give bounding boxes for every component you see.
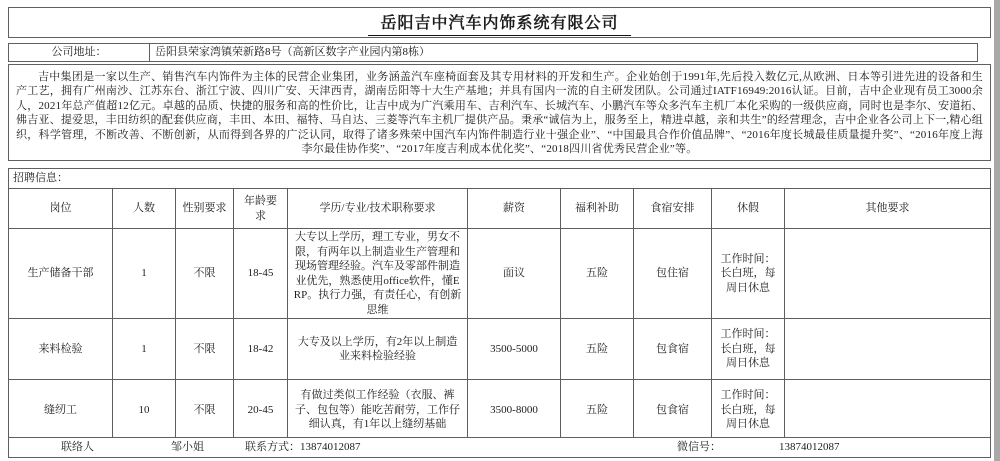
column-header-gender: 性别要求 xyxy=(176,189,234,229)
cell-other xyxy=(785,319,991,380)
cell-board: 包住宿 xyxy=(634,229,712,319)
cell-gender: 不限 xyxy=(176,229,234,319)
contact-phone xyxy=(245,438,361,457)
table-header-row xyxy=(9,189,991,229)
cell-board: 包食宿 xyxy=(634,319,712,380)
contact-row xyxy=(8,437,991,458)
page-edge-strip xyxy=(994,0,1000,461)
cell-position: 生产储备干部 xyxy=(9,229,113,319)
cell-age: 18-42 xyxy=(234,319,288,380)
cell-position: 缝纫工 xyxy=(9,380,113,441)
table-row xyxy=(9,380,991,441)
contact-phone-value: 13874012087 xyxy=(300,441,361,453)
company-address-label: 公司地址： xyxy=(9,44,150,61)
cell-board: 包食宿 xyxy=(634,380,712,441)
company-address-value: 岳阳县荣家湾镇荣新路8号（高新区数字产业园内第8栋） xyxy=(155,46,430,58)
cell-position: 来料检验 xyxy=(9,319,113,380)
contact-label: 联络人 xyxy=(61,441,94,453)
cell-other xyxy=(785,229,991,319)
recruit-section-label: 招聘信息： xyxy=(8,168,991,189)
column-header-position: 岗位 xyxy=(9,189,113,229)
contact-wechat-label: 微信号： xyxy=(677,441,721,453)
column-header-board: 食宿安排 xyxy=(634,189,712,229)
cell-welfare: 五险 xyxy=(561,380,634,441)
cell-gender: 不限 xyxy=(176,380,234,441)
job-table xyxy=(8,188,991,441)
cell-holiday: 工作时间：长白班，每周日休息 xyxy=(712,229,785,319)
column-header-education: 学历/专业/技术职称要求 xyxy=(288,189,468,229)
column-header-welfare: 福利补助 xyxy=(561,189,634,229)
cell-holiday: 工作时间：长白班，每周日休息 xyxy=(712,319,785,380)
cell-education: 大专以上学历，理工专业，男女不限，有两年以上制造业生产管理和现场管理经验。汽车及零部件制造业优先，熟悉使用office软件，懂ERP。执行力强，有责任心，有创新思维 xyxy=(288,229,468,319)
table-row xyxy=(9,229,991,319)
cell-count: 1 xyxy=(113,229,176,319)
contact-phone-label: 联系方式： xyxy=(245,441,300,453)
column-header-other: 其他要求 xyxy=(785,189,991,229)
column-header-age: 年龄要求 xyxy=(234,189,288,229)
cell-salary: 3500-5000 xyxy=(468,319,561,380)
contact-wechat-value: 13874012087 xyxy=(779,441,840,453)
column-header-salary: 薪资 xyxy=(468,189,561,229)
cell-holiday: 工作时间：长白班，每周日休息 xyxy=(712,380,785,441)
company-address-row xyxy=(8,43,978,62)
cell-education: 大专及以上学历，有2年以上制造业来料检验经验 xyxy=(288,319,468,380)
contact-name: 邹小姐 xyxy=(171,441,204,453)
title-row xyxy=(8,7,991,38)
column-header-count: 人数 xyxy=(113,189,176,229)
column-header-holiday: 休假 xyxy=(712,189,785,229)
cell-welfare: 五险 xyxy=(561,229,634,319)
cell-education: 有做过类似工作经验（衣服、裤子、包包等）能吃苦耐劳，工作仔细认真，有1年以上缝纫基础 xyxy=(288,380,468,441)
cell-salary: 面议 xyxy=(468,229,561,319)
cell-welfare: 五险 xyxy=(561,319,634,380)
cell-salary: 3500-8000 xyxy=(468,380,561,441)
table-row xyxy=(9,319,991,380)
cell-count: 1 xyxy=(113,319,176,380)
company-profile: 吉中集团是一家以生产、销售汽车内饰件为主体的民营企业集团，业务涵盖汽车座椅面套及其专用材料的开发和生产。企业始创于1991年,先后投入数亿元,从欧洲、日本等引进先进的设备和生产工艺，拥有广州南沙、江苏东台、浙江宁波、四川广安、天津西青，湖南岳阳等十大生产基地；并具有国内一流的自主研发团队。公司通过IATF16949:2016认证。目前，吉中企业现有员工3000余人，2021年总产值超12亿元。卓越的品质、快捷的服务和高的性价比，让吉中成为广汽乘用车、吉利汽车、长城汽车、小鹏汽车等众多汽车主机厂本化采购的一级供应商，同时也是李尔、安道拓、佛吉亚、提爱思，丰田纺织的配套供应商，丰田、本田、福特、马自达、三菱等汽车主机厂提供产品。秉承“诚信为上，服务至上，精进卓越，亲和共生”的经营理念，吉中企业各公司上下一,精心组织，科学管理，不断改善、不断创新，从而得到各界的广泛认同，取得了诸多殊荣中国汽车内饰件制造行业十强企业”、“中国最具合作价值品牌”、“2016年度长城最佳质量提升奖”、“2016年度上海李尔最佳协作奖”、“2017年度吉利成本优化奖”、“2018四川省优秀民营企业”等。 xyxy=(8,64,991,161)
cell-age: 20-45 xyxy=(234,380,288,441)
cell-count: 10 xyxy=(113,380,176,441)
cell-age: 18-45 xyxy=(234,229,288,319)
page-title: 岳阳吉中汽车内饰系统有限公司 xyxy=(368,10,630,36)
cell-gender: 不限 xyxy=(176,319,234,380)
cell-other xyxy=(785,380,991,441)
